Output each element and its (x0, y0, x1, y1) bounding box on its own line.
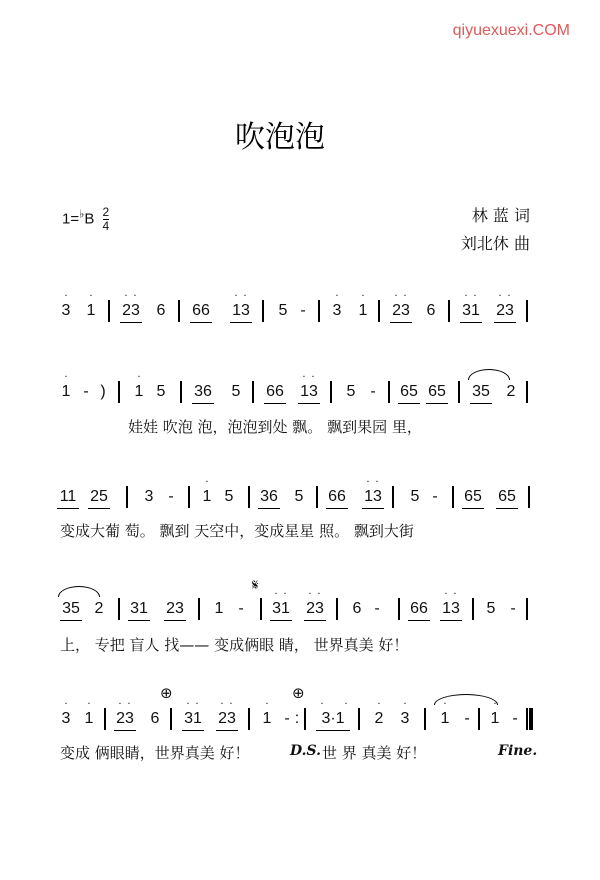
note: 1 (214, 600, 224, 617)
note: 6 (426, 302, 436, 319)
note: - (238, 600, 244, 617)
barline (458, 381, 460, 403)
barline (336, 598, 338, 620)
lyric-text: 变成 俩眼睛，世界真美 好！ (60, 744, 250, 762)
barline (188, 486, 190, 508)
barline (104, 708, 106, 730)
note: 1 (86, 302, 96, 319)
note: 23 (302, 600, 328, 618)
octave-dot: · (444, 589, 448, 600)
note: 31 (126, 600, 152, 618)
note: 3·1 (314, 710, 352, 728)
note: 5 (231, 383, 241, 400)
octave-dot: · (311, 372, 315, 383)
note: 31 (458, 302, 484, 320)
key-label: 1= (62, 210, 80, 228)
octave-dot: · (64, 699, 68, 710)
flat-sign: ♭ (79, 208, 85, 221)
note: 66 (324, 488, 350, 506)
barline (118, 381, 120, 403)
barline (392, 486, 394, 508)
note: 3 (332, 302, 342, 319)
barline (424, 708, 426, 730)
octave-dot: · (302, 372, 306, 383)
note: 5 (278, 302, 288, 319)
octave-dot: · (453, 589, 457, 600)
barline (170, 708, 172, 730)
time-top: 2 (102, 205, 110, 219)
note: 3 (61, 302, 71, 319)
note: 23 (112, 710, 138, 728)
note: 5 (294, 488, 304, 505)
note: - (370, 383, 376, 400)
barline (478, 708, 480, 730)
octave-dot: · (195, 699, 199, 710)
octave-dot: · (361, 291, 365, 302)
note: - (284, 710, 290, 727)
lyrics-line-5 (0, 742, 600, 766)
note: : (294, 710, 300, 727)
octave-dot: · (283, 589, 287, 600)
note: 1 (440, 710, 450, 727)
time-bottom: 4 (102, 219, 110, 233)
barline (126, 486, 128, 508)
octave-dot: · (220, 699, 224, 710)
octave-dot: · (344, 699, 348, 710)
octave-dot: · (229, 699, 233, 710)
coda-sign: ⊕ (292, 684, 305, 702)
lyric-text: 变成大葡 萄。 飘到 天空中，变成星星 照。 飘到大街 (60, 522, 414, 540)
octave-dot: · (317, 589, 321, 600)
barline (330, 381, 332, 403)
octave-dot: · (464, 291, 468, 302)
note: 2 (506, 383, 516, 400)
octave-dot: · (394, 291, 398, 302)
credits (461, 202, 530, 258)
barline (526, 300, 528, 322)
octave-dot: · (64, 291, 68, 302)
note: 13 (296, 383, 322, 401)
note: 3 (400, 710, 410, 727)
octave-dot: · (403, 291, 407, 302)
note: 13 (360, 488, 386, 506)
barline (526, 381, 528, 403)
note: 11 (55, 488, 81, 506)
barline (180, 381, 182, 403)
barline (318, 300, 320, 322)
note: 31 (180, 710, 206, 728)
octave-dot: · (89, 291, 93, 302)
octave-dot: · (118, 699, 122, 710)
octave-dot: · (137, 372, 141, 383)
slur (468, 369, 510, 380)
composer-credit: 刘北休 曲 (460, 234, 530, 253)
note: 65 (494, 488, 520, 506)
note: ) (100, 383, 106, 400)
lyric-text: 世 界 真美 好！ (322, 744, 427, 762)
notation-line-3 (0, 478, 600, 518)
note: 65 (460, 488, 486, 506)
octave-dot: · (443, 699, 447, 710)
note: - (300, 302, 306, 319)
note: 6 (150, 710, 160, 727)
octave-dot: · (87, 699, 91, 710)
barline (358, 708, 360, 730)
barline (526, 598, 528, 620)
note: 1 (61, 383, 71, 400)
note: 25 (86, 488, 112, 506)
note: 5 (224, 488, 234, 505)
dal-segno-mark: D.S. (290, 743, 322, 759)
octave-dot: · (335, 291, 339, 302)
barline (262, 300, 264, 322)
barline (388, 381, 390, 403)
notation-line-2 (0, 373, 600, 413)
barline (178, 300, 180, 322)
note: 23 (162, 600, 188, 618)
barline (248, 486, 250, 508)
note: 66 (188, 302, 214, 320)
note: 35 (468, 383, 494, 401)
lyricist-credit: 林 蓝 词 (471, 206, 530, 225)
octave-dot: · (127, 699, 131, 710)
note: 23 (118, 302, 144, 320)
note: 66 (262, 383, 288, 401)
note: 13 (438, 600, 464, 618)
note: 5 (346, 383, 356, 400)
note: - (512, 710, 518, 727)
note: - (464, 710, 470, 727)
barline (526, 708, 528, 730)
note: 1 (262, 710, 272, 727)
note: 2 (374, 710, 384, 727)
note: 31 (268, 600, 294, 618)
note: - (432, 488, 438, 505)
notation-line-4 (0, 576, 600, 630)
time-signature (103, 206, 110, 233)
octave-dot: · (265, 699, 269, 710)
barline (528, 486, 530, 508)
lyrics-line-4 (0, 634, 600, 658)
notation-line-1 (0, 292, 600, 332)
lyric-text: 上， 专把 盲人 找—— 变成俩眼 睛， 世界真美 好！ (60, 636, 409, 654)
barline (252, 381, 254, 403)
octave-dot: · (377, 699, 381, 710)
octave-dot: · (274, 589, 278, 600)
octave-dot: · (403, 699, 407, 710)
note: 66 (406, 600, 432, 618)
note: 36 (256, 488, 282, 506)
note: - (510, 600, 516, 617)
site-watermark: qiyuexuexi.COM (452, 22, 570, 39)
note: 5 (156, 383, 166, 400)
octave-dot: · (234, 291, 238, 302)
barline (198, 598, 200, 620)
octave-dot: · (308, 589, 312, 600)
note: 35 (58, 600, 84, 618)
note: 65 (396, 383, 422, 401)
note: 1 (358, 302, 368, 319)
note: - (168, 488, 174, 505)
notation-line-5 (0, 684, 600, 740)
note: 23 (492, 302, 518, 320)
octave-dot: · (205, 477, 209, 488)
key-note: B (84, 210, 95, 228)
lyrics-line-2 (0, 416, 600, 440)
note: - (374, 600, 380, 617)
note: 3 (144, 488, 154, 505)
note: 23 (388, 302, 414, 320)
fine-mark: Fine. (498, 743, 538, 759)
note: 23 (214, 710, 240, 728)
barline (448, 300, 450, 322)
barline (118, 598, 120, 620)
note: - (83, 383, 89, 400)
octave-dot: · (507, 291, 511, 302)
octave-dot: · (473, 291, 477, 302)
octave-dot: · (243, 291, 247, 302)
octave-dot: · (493, 699, 497, 710)
octave-dot: · (186, 699, 190, 710)
song-title: 吹泡泡 (235, 120, 325, 155)
octave-dot: · (133, 291, 137, 302)
barline (248, 708, 250, 730)
note: 6 (156, 302, 166, 319)
note: 1 (490, 710, 500, 727)
slur (58, 586, 100, 597)
octave-dot: · (64, 372, 68, 383)
note: 13 (228, 302, 254, 320)
octave-dot: · (366, 477, 370, 488)
barline (316, 486, 318, 508)
key-signature (62, 206, 109, 233)
coda-sign: ⊕ (160, 684, 173, 702)
barline (398, 598, 400, 620)
note: 1 (134, 383, 144, 400)
barline (472, 598, 474, 620)
segno-sign: 𝄋 (252, 576, 259, 594)
note: 6 (352, 600, 362, 617)
note: 3 (61, 710, 71, 727)
barline (452, 486, 454, 508)
lyrics-line-3 (0, 520, 600, 544)
note: 36 (190, 383, 216, 401)
note: 1 (84, 710, 94, 727)
octave-dot: · (375, 477, 379, 488)
note: 5 (410, 488, 420, 505)
note: 65 (424, 383, 450, 401)
lyric-text: 娃娃 吹泡 泡，泡泡到处 飘。 飘到果园 里， (128, 418, 422, 436)
barline (378, 300, 380, 322)
note: 5 (486, 600, 496, 617)
octave-dot: · (498, 291, 502, 302)
octave-dot: · (320, 699, 324, 710)
barline (304, 708, 306, 730)
octave-dot: · (124, 291, 128, 302)
barline (260, 598, 262, 620)
note: 2 (94, 600, 104, 617)
note: 1 (202, 488, 212, 505)
barline (108, 300, 110, 322)
